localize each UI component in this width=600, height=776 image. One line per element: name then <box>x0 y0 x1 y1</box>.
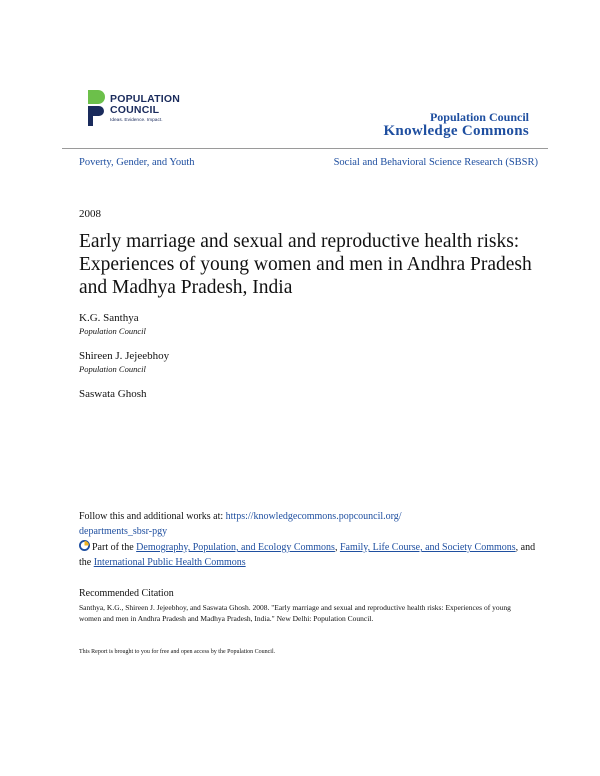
paper-title: Early marriage and sexual and reproductive health risks: Experiences of young women and men in Andhra Pradesh and Madhya Pradesh, India <box>79 231 532 298</box>
access-notice: This Report is brought to you for free and open access by the Population Council. <box>79 649 276 655</box>
header-divider <box>62 148 548 149</box>
repository-title[interactable]: Knowledge Commons <box>383 123 529 139</box>
repository-name[interactable]: Population Council <box>429 110 529 124</box>
author-name: Saswata Ghosh <box>79 388 147 400</box>
bepress-commons-icon <box>79 540 90 551</box>
collection-link-poverty-gender-youth[interactable]: Poverty, Gender, and Youth <box>79 157 195 168</box>
logo-tagline: Ideas. Evidence. Impact. <box>110 118 163 123</box>
author-name: Shireen J. Jejeebhoy <box>79 350 170 362</box>
logo-wordmark: POPULATION COUNCIL <box>110 93 181 116</box>
commons-link-demography[interactable]: Demography, Population, and Ecology Commons <box>136 542 335 553</box>
collection-link-sbsr[interactable]: Social and Behavioral Science Research (SBSR) <box>333 157 538 168</box>
follow-url-link[interactable]: https://knowledgecommons.popcouncil.org/ <box>225 511 402 522</box>
citation-heading: Recommended Citation <box>79 588 174 599</box>
author-affiliation: Population Council <box>79 326 146 336</box>
part-of-commons: Part of the Demography, Population, and Ecology Commons, Family, Life Course, and Society Commons, and the International Public Health Commons <box>79 542 536 568</box>
author-affiliation: Population Council <box>79 364 146 374</box>
author-name: K.G. Santhya <box>79 312 139 324</box>
follow-url-link-continued[interactable]: departments_sbsr-pgy <box>79 526 168 537</box>
publication-year: 2008 <box>79 208 101 220</box>
commons-link-international-public-health[interactable]: International Public Health Commons <box>93 557 246 568</box>
commons-link-family-life-course[interactable]: Family, Life Course, and Society Commons <box>339 542 516 553</box>
citation-text: Santhya, K.G., Shireen J. Jejeebhoy, and Saswata Ghosh. 2008. "Early marriage and sexual and reproductive health risks: Experiences of young women and men in Andhra Pradesh and Madhya Pradesh, India." New Delhi: Population Council. <box>79 603 511 623</box>
follow-works: Follow this and additional works at: https://knowledgecommons.popcouncil.org/ departments_sbsr-pgy <box>79 511 402 537</box>
